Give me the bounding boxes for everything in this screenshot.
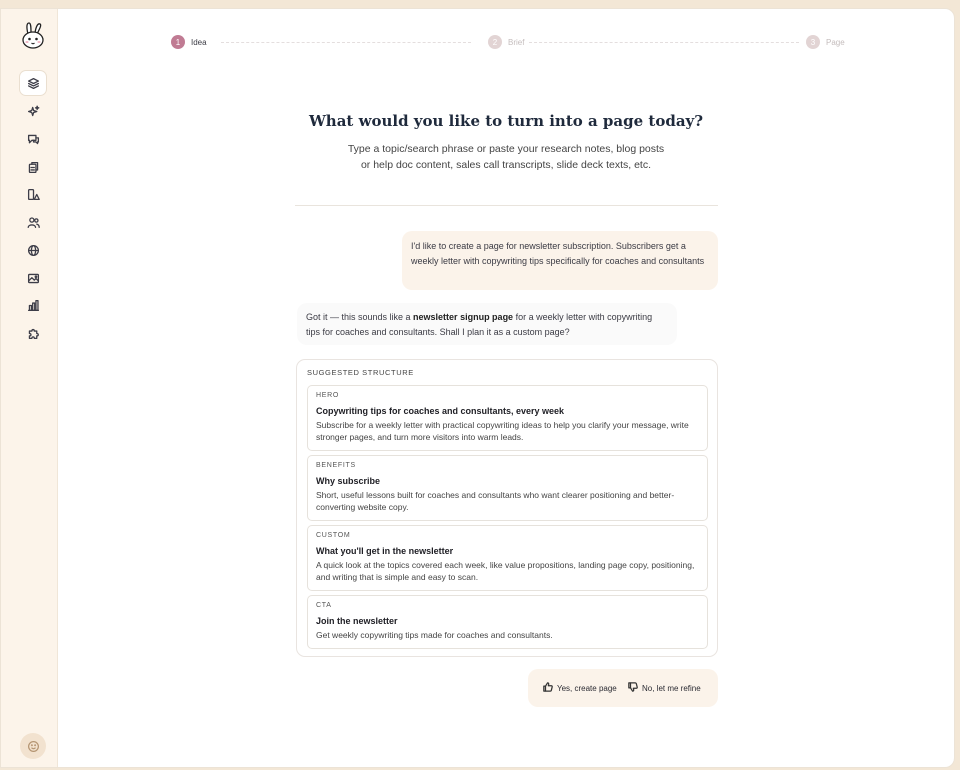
nav-layers-icon[interactable] <box>20 71 46 95</box>
section-card-benefits[interactable] <box>307 455 708 521</box>
thumbs-up-icon <box>543 682 553 694</box>
step-label: Brief <box>508 37 525 47</box>
section-tag: BENEFITS <box>316 462 356 469</box>
app-window <box>0 8 955 768</box>
step-number: 2 <box>488 35 502 49</box>
section-description: Short, useful lessons built for coaches and consultants who want clearer positioning and better-converting website copy. <box>316 490 675 512</box>
page-title: What would you like to turn into a page today? <box>308 112 704 130</box>
stepper-connector <box>529 42 799 43</box>
step-brief[interactable] <box>488 35 524 49</box>
smiley-icon[interactable] <box>20 733 46 759</box>
nav-image-icon[interactable] <box>20 266 46 290</box>
response-actions <box>528 669 718 707</box>
confirm-label: Yes, create page <box>557 683 617 693</box>
yes-create-page-button[interactable] <box>543 682 617 694</box>
stepper-connector <box>221 42 471 43</box>
section-card-custom[interactable] <box>307 525 708 591</box>
assistant-message-bubble <box>297 303 677 345</box>
bunny-logo-icon[interactable] <box>18 22 48 50</box>
step-number: 3 <box>806 35 820 49</box>
subtitle-line: or help doc content, sales call transcripts, slide deck texts, etc. <box>360 159 652 171</box>
section-heading: What you'll get in the newsletter <box>316 546 454 556</box>
section-card-cta[interactable] <box>307 595 708 649</box>
page-subtitle <box>301 141 711 173</box>
section-heading: Why subscribe <box>316 476 381 486</box>
progress-stepper <box>171 35 846 51</box>
section-description: Subscribe for a weekly letter with practical copywriting ideas to help you clarify your message, write stronger pages, and turn more visitors into warm leads. <box>316 420 689 442</box>
step-page[interactable] <box>806 35 845 49</box>
refine-label: No, let me refine <box>642 683 701 693</box>
sidebar <box>1 9 58 767</box>
user-message-bubble: I'd like to create a page for newsletter subscription. Subscribers get a weekly letter with copywriting tips specifically for coaches and consultants <box>402 231 718 290</box>
divider <box>295 205 718 206</box>
step-number: 1 <box>171 35 185 49</box>
assistant-text: for a weekly letter with copywriting tips for coaches and consultants. Shall I plan it as a custom page? <box>306 312 653 337</box>
section-description: Get weekly copywriting tips made for coaches and consultants. <box>316 630 553 640</box>
section-card-hero[interactable] <box>307 385 708 451</box>
no-let-me-refine-button[interactable] <box>628 682 701 694</box>
section-heading: Copywriting tips for coaches and consultants, every week <box>316 406 565 416</box>
assistant-text: Got it — this sounds like a <box>306 312 414 322</box>
section-description: A quick look at the topics covered each week, like value propositions, landing page copy, positioning, and writing that is simple and easy to scan. <box>316 560 695 582</box>
nav-shapes-icon[interactable] <box>20 182 46 206</box>
section-tag: CTA <box>316 602 332 609</box>
section-tag: HERO <box>316 392 340 399</box>
section-heading: Join the newsletter <box>316 616 398 626</box>
nav-sparkles-icon[interactable] <box>20 99 46 123</box>
nav-bar-chart-icon[interactable] <box>20 293 46 317</box>
assistant-text-bold: newsletter signup page <box>413 312 514 322</box>
step-label: Idea <box>191 37 207 47</box>
step-label: Page <box>826 37 845 47</box>
nav-puzzle-icon[interactable] <box>20 321 46 345</box>
subtitle-line: Type a topic/search phrase or paste your research notes, blog posts <box>347 143 665 155</box>
structure-title: SUGGESTED STRUCTURE <box>307 368 414 377</box>
nav-documents-icon[interactable] <box>20 155 46 179</box>
suggested-structure-card <box>296 359 718 657</box>
nav-chat-bubbles-icon[interactable] <box>20 127 46 151</box>
step-idea[interactable] <box>171 35 207 49</box>
nav-users-icon[interactable] <box>20 210 46 234</box>
nav-globe-icon[interactable] <box>20 238 46 262</box>
section-tag: CUSTOM <box>316 532 351 539</box>
thumbs-down-icon <box>628 682 638 694</box>
